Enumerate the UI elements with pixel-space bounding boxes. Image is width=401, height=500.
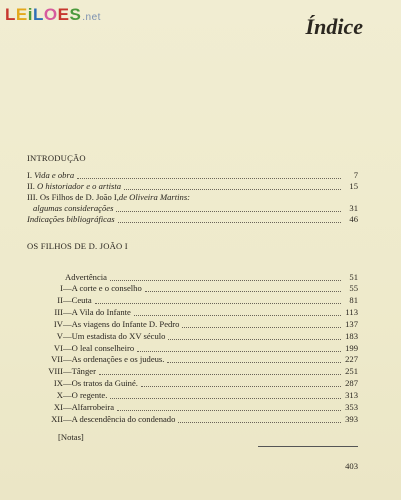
dash-separator: — xyxy=(63,366,72,377)
leader-dots xyxy=(117,410,341,411)
chapter-entry xyxy=(27,378,358,389)
chapter-title: Um estadista do XV século xyxy=(71,330,166,341)
section-label-book: OS FILHOS DE D. JOÃO I xyxy=(27,241,128,251)
watermark-letter: S xyxy=(69,5,82,24)
leader-dots xyxy=(141,386,341,387)
leader-dots xyxy=(137,351,341,352)
leader-dots xyxy=(182,327,341,328)
chapter-number: I xyxy=(60,283,63,293)
leader-dots xyxy=(124,189,341,190)
dash-separator: — xyxy=(63,294,72,305)
chapter-page: 81 xyxy=(349,294,358,305)
dash-separator: — xyxy=(63,413,72,424)
chapter-title: O regente. xyxy=(71,390,108,401)
chapter-number: III xyxy=(54,306,63,317)
chapter-title: A corte e o conselho xyxy=(71,283,142,293)
leader-dots xyxy=(77,178,341,179)
chapter-number: IV xyxy=(53,318,63,329)
chapter-page: 137 xyxy=(345,318,358,329)
dash-separator: — xyxy=(63,354,72,365)
chapter-page: 199 xyxy=(345,342,358,353)
chapter-entry xyxy=(27,366,358,377)
site-watermark-logo xyxy=(5,5,101,25)
chapter-entry xyxy=(27,414,358,425)
chapter-title: O leal conselheiro xyxy=(71,342,135,353)
chapter-page: 183 xyxy=(345,330,358,341)
chapter-entry xyxy=(27,343,358,354)
chapter-number: VIII xyxy=(48,366,63,377)
page-title: Índice xyxy=(305,14,363,39)
chapter-page: 251 xyxy=(345,366,358,377)
entry-number: I. xyxy=(27,170,33,180)
chapter-title: A descendência do condenado xyxy=(71,413,176,424)
chapter-title: Os tratos da Guiné. xyxy=(71,378,138,389)
leader-dots xyxy=(99,374,341,375)
chapter-page: 55 xyxy=(349,283,358,293)
leader-dots xyxy=(178,422,341,423)
leader-dots xyxy=(145,291,341,292)
chapter-entry xyxy=(27,283,358,294)
chapter-entry xyxy=(27,319,358,330)
entry-page: 31 xyxy=(349,203,358,213)
dash-separator: — xyxy=(63,342,72,353)
watermark-letter: L xyxy=(32,5,44,24)
chapter-title: A Vila do Infante xyxy=(71,306,131,317)
chapter-entry xyxy=(27,295,358,306)
chapter-number: VII xyxy=(51,354,63,365)
watermark-suffix: .net xyxy=(82,12,101,23)
dash-separator: — xyxy=(63,378,72,389)
chapter-entry xyxy=(27,307,358,318)
chapter-number: V xyxy=(56,330,63,341)
chapter-number: XII xyxy=(51,413,63,424)
watermark-letter: E xyxy=(15,5,28,24)
entry-title: Indicações bibliográficas xyxy=(27,214,115,224)
toc-entry xyxy=(65,272,358,283)
dash-separator: — xyxy=(63,318,72,329)
chapter-number: VI xyxy=(53,342,63,353)
entry-title-italic: algumas considerações xyxy=(33,203,114,213)
chapter-page: 393 xyxy=(345,413,358,424)
chapter-page: 287 xyxy=(345,378,358,389)
chapter-title: Alfarrobeira xyxy=(71,402,115,412)
chapter-title: As ordenações e os judeus. xyxy=(71,354,165,365)
dash-separator: — xyxy=(63,330,72,341)
toc-entry xyxy=(27,214,358,225)
leader-dots xyxy=(167,362,341,363)
dash-separator: — xyxy=(63,402,72,412)
chapter-number: IX xyxy=(53,378,63,389)
entry-title: O historiador e o artista xyxy=(37,181,122,191)
leader-dots xyxy=(116,211,341,212)
leader-dots xyxy=(95,303,341,304)
chapter-title: Tânger xyxy=(71,366,96,377)
entry-number: III. xyxy=(27,192,38,202)
entry-title: Os Filhos de D. João I, xyxy=(39,192,119,202)
entry-page: 46 xyxy=(349,214,358,224)
leader-dots xyxy=(118,222,341,223)
chapter-page: 113 xyxy=(345,306,358,317)
toc-entry xyxy=(27,192,358,203)
toc-entry-continuation xyxy=(33,203,358,214)
watermark-letter: O xyxy=(43,5,58,24)
entry-page: 403 xyxy=(345,461,358,471)
chapter-page: 313 xyxy=(345,390,358,401)
section-label-introducao: INTRODUÇÃO xyxy=(27,153,86,163)
watermark-letter: i xyxy=(27,5,33,24)
watermark-letter: E xyxy=(57,5,70,24)
chapter-entry xyxy=(27,354,358,365)
leader-dots xyxy=(168,339,341,340)
toc-entry-page-only xyxy=(258,461,358,472)
toc-entry xyxy=(58,432,358,443)
entry-title: Vida e obra xyxy=(34,170,75,180)
chapter-entry xyxy=(27,402,358,413)
leader-dots xyxy=(110,398,341,399)
chapter-number: II xyxy=(57,294,63,305)
chapter-number: X xyxy=(56,390,63,401)
toc-entry xyxy=(27,181,358,192)
chapter-title: Ceuta xyxy=(71,294,92,305)
toc-entry xyxy=(27,170,358,181)
chapter-page: 353 xyxy=(345,402,358,412)
watermark-letter: L xyxy=(5,5,16,24)
chapter-page: 227 xyxy=(345,354,358,365)
entry-page: 15 xyxy=(349,181,358,191)
dash-separator: — xyxy=(63,283,72,293)
entry-number: II. xyxy=(27,181,35,191)
entry-title-italic: de Oliveira Martins: xyxy=(118,192,191,202)
dash-separator: — xyxy=(63,390,72,401)
chapter-entry xyxy=(27,331,358,342)
chapter-entry xyxy=(27,390,358,401)
entry-page: 51 xyxy=(349,272,358,282)
chapter-number: XI xyxy=(53,402,63,412)
entry-title: Advertência xyxy=(65,272,107,282)
leader-dots xyxy=(110,280,341,281)
chapter-title: As viagens do Infante D. Pedro xyxy=(71,318,180,329)
rule-line xyxy=(258,446,358,447)
entry-page: 7 xyxy=(353,170,358,180)
entry-title: [Notas] xyxy=(58,432,84,442)
dash-separator: — xyxy=(63,306,72,317)
leader-dots xyxy=(134,315,341,316)
